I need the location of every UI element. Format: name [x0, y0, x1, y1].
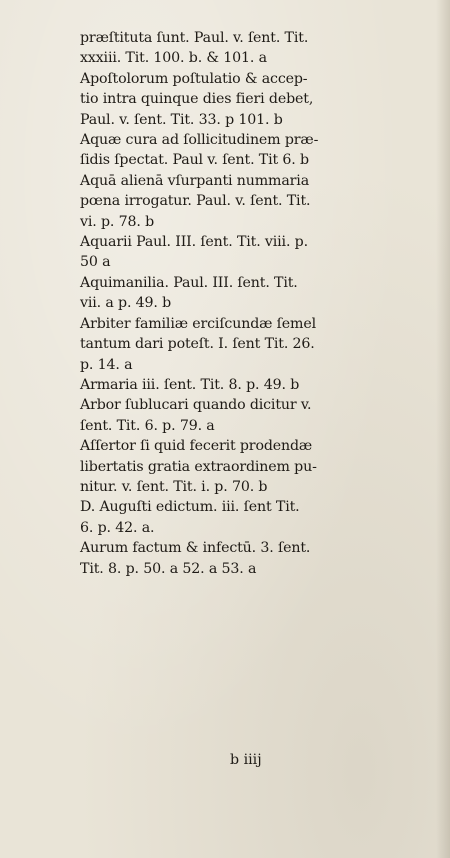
text-line: Armaria iii. ſent. Tit. 8. p. 49. b — [80, 376, 300, 393]
page-gutter-shadow — [436, 0, 450, 858]
text-line: Aquarii Paul. III. ſent. Tit. viii. p. — [80, 234, 308, 251]
text-line: Aurum factum & infectū. 3. ſent. — [80, 540, 311, 557]
text-line: Aſſertor ſi quid fecerit prodendæ — [80, 438, 313, 455]
text-line: nitur. v. ſent. Tit. i. p. 70. b — [80, 478, 268, 495]
text-line: Apoſtolorum poſtulatio & accep- — [80, 70, 308, 87]
text-line: Tit. 8. p. 50. a 52. a 53. a — [80, 560, 257, 577]
text-line: Aquæ cura ad ſollicitudinem præ- — [80, 132, 319, 149]
text-line: 6. p. 42. a. — [80, 519, 155, 536]
text-line: vii. a p. 49. b — [80, 295, 172, 312]
text-line: pœna irrogatur. Paul. v. ſent. Tit. — [80, 193, 311, 210]
text-line: xxxiii. Tit. 100. b. & 101. a — [80, 50, 267, 67]
text-line: præſtituta ſunt. Paul. v. ſent. Tit. — [80, 30, 309, 46]
text-line: D. Auguſti edictum. iii. ſent Tit. — [80, 499, 300, 516]
index-text-block — [80, 28, 380, 579]
text-line: Arbiter familiæ erciſcundæ ſemel — [80, 315, 316, 332]
text-line: 50 a — [80, 254, 111, 271]
text-line: ſent. Tit. 6. p. 79. a — [80, 417, 215, 434]
text-line: ſidis ſpectat. Paul v. ſent. Tit 6. b — [80, 152, 309, 169]
text-line: Arbor ſublucari quando dicitur v. — [80, 397, 312, 414]
text-line: tantum dari poteſt. I. ſent Tit. 26. — [80, 336, 315, 353]
text-line: p. 14. a — [80, 356, 133, 373]
text-line: Paul. v. ſent. Tit. 33. p 101. b — [80, 111, 283, 128]
text-line: Aquā alienā vſurpanti nummaria — [80, 172, 309, 189]
text-line: libertatis gratia extraordinem pu- — [80, 458, 317, 475]
signature-mark: b iiij — [230, 752, 262, 768]
text-line: Aquimanilia. Paul. III. ſent. Tit. — [80, 274, 298, 291]
text-line: vi. p. 78. b — [80, 213, 155, 230]
text-line: tio intra quinque dies fieri debet, — [80, 91, 314, 108]
